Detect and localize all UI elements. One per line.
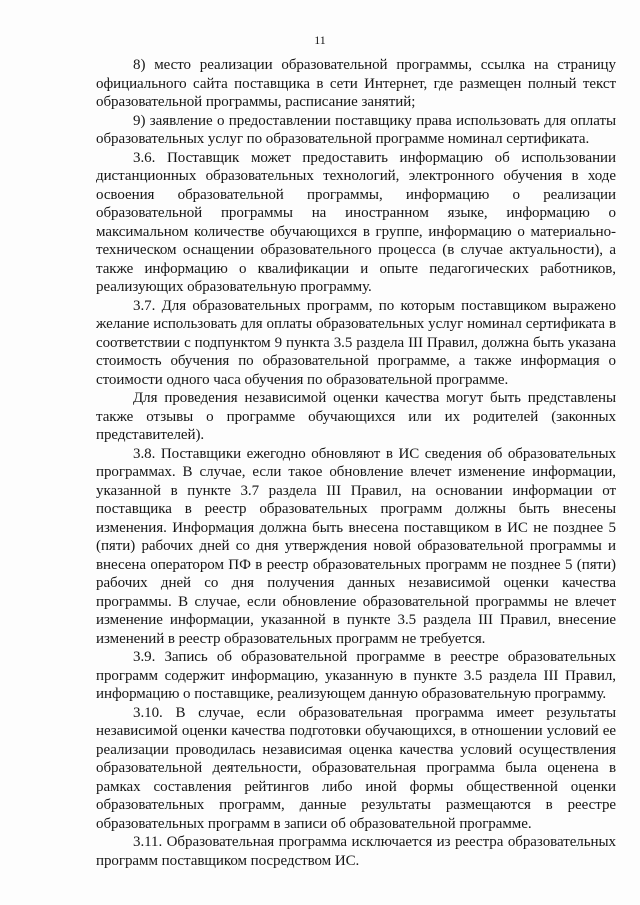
paragraph-3-11: 3.11. Образовательная программа исключается из реестра образовательных программ поставщиком посредством ИС. <box>96 834 616 869</box>
paragraph-3-9: 3.9. Запись об образовательной программе в реестре образовательных программ содержит информацию, указанную в пункте 3.5 раздела III Правил, информацию о поставщике, реализующем данную образовательную программу. <box>96 649 616 702</box>
document-body <box>96 56 616 870</box>
paragraph-3-7: 3.7. Для образовательных программ, по которым поставщиком выражено желание использовать для оплаты образовательных услуг номинал сертификата в соответствии с подпунктом 9 пункта 3.5 раздела III Правил, должна быть указана стоимость обучения по образовательной программе, а также информация о стоимости одного часа обучения по образовательной программе. <box>96 297 616 388</box>
paragraph-item-8: 8) место реализации образовательной программы, ссылка на страницу официального сайта поставщика в сети Интернет, где размещен полный текст образовательной программы, расписание занятий; <box>96 57 616 110</box>
paragraph-independent-assessment: Для проведения независимой оценки качества могут быть представлены также отзывы о программе обучающихся или их родителей (законных представителей). <box>96 390 616 443</box>
page-number: 11 <box>314 33 326 47</box>
paragraph-3-10: 3.10. В случае, если образовательная программа имеет результаты независимой оценки качества подготовки обучающихся, в отношении условий ее реализации проводилась независимая оценка качества условий осуществления образовательной деятельности, образовательная программа была оценена в рамках составления рейтингов либо иной формы общественной оценки образовательных программ, данные результаты размещаются в реестре образовательных программ в записи об образовательной программе. <box>96 704 616 832</box>
paragraph-3-6: 3.6. Поставщик может предоставить информацию об использовании дистанционных образовательных технологий, электронного обучения в ходе освоения образовательной программы, информацию о реализации образовательной программы на иностранном языке, информацию о максимальном количестве обучающихся в группе, информацию о материально-техническом оснащении образовательного процесса (в случае актуальности), а также информацию о квалификации и опыте педагогических работников, реализующих образовательную программу. <box>96 149 616 295</box>
paragraph-3-8: 3.8. Поставщики ежегодно обновляют в ИС сведения об образовательных программах. В случае, если такое обновление влечет изменение информации, указанной в пункте 3.7 раздела III Правил, на основании информации от поставщика в реестр образовательных программ должны быть внесены изменения. Информация должна быть внесена поставщиком в ИС не позднее 5 (пяти) рабочих дней со дня утверждения новой образовательной программы и внесена оператором ПФ в реестр образовательных программ не позднее 5 (пяти) рабочих дней со дня получения данных независимой оценки качества программы. В случае, если обновление образовательной программы не влечет изменение информации, указанной в пункте 3.5 раздела III Правил, внесение изменений в реестр образовательных программ не требуется. <box>96 445 616 647</box>
paragraph-item-9: 9) заявление о предоставлении поставщику права использовать для оплаты образовательных услуг по образовательной программе номинал сертификата. <box>96 112 616 147</box>
